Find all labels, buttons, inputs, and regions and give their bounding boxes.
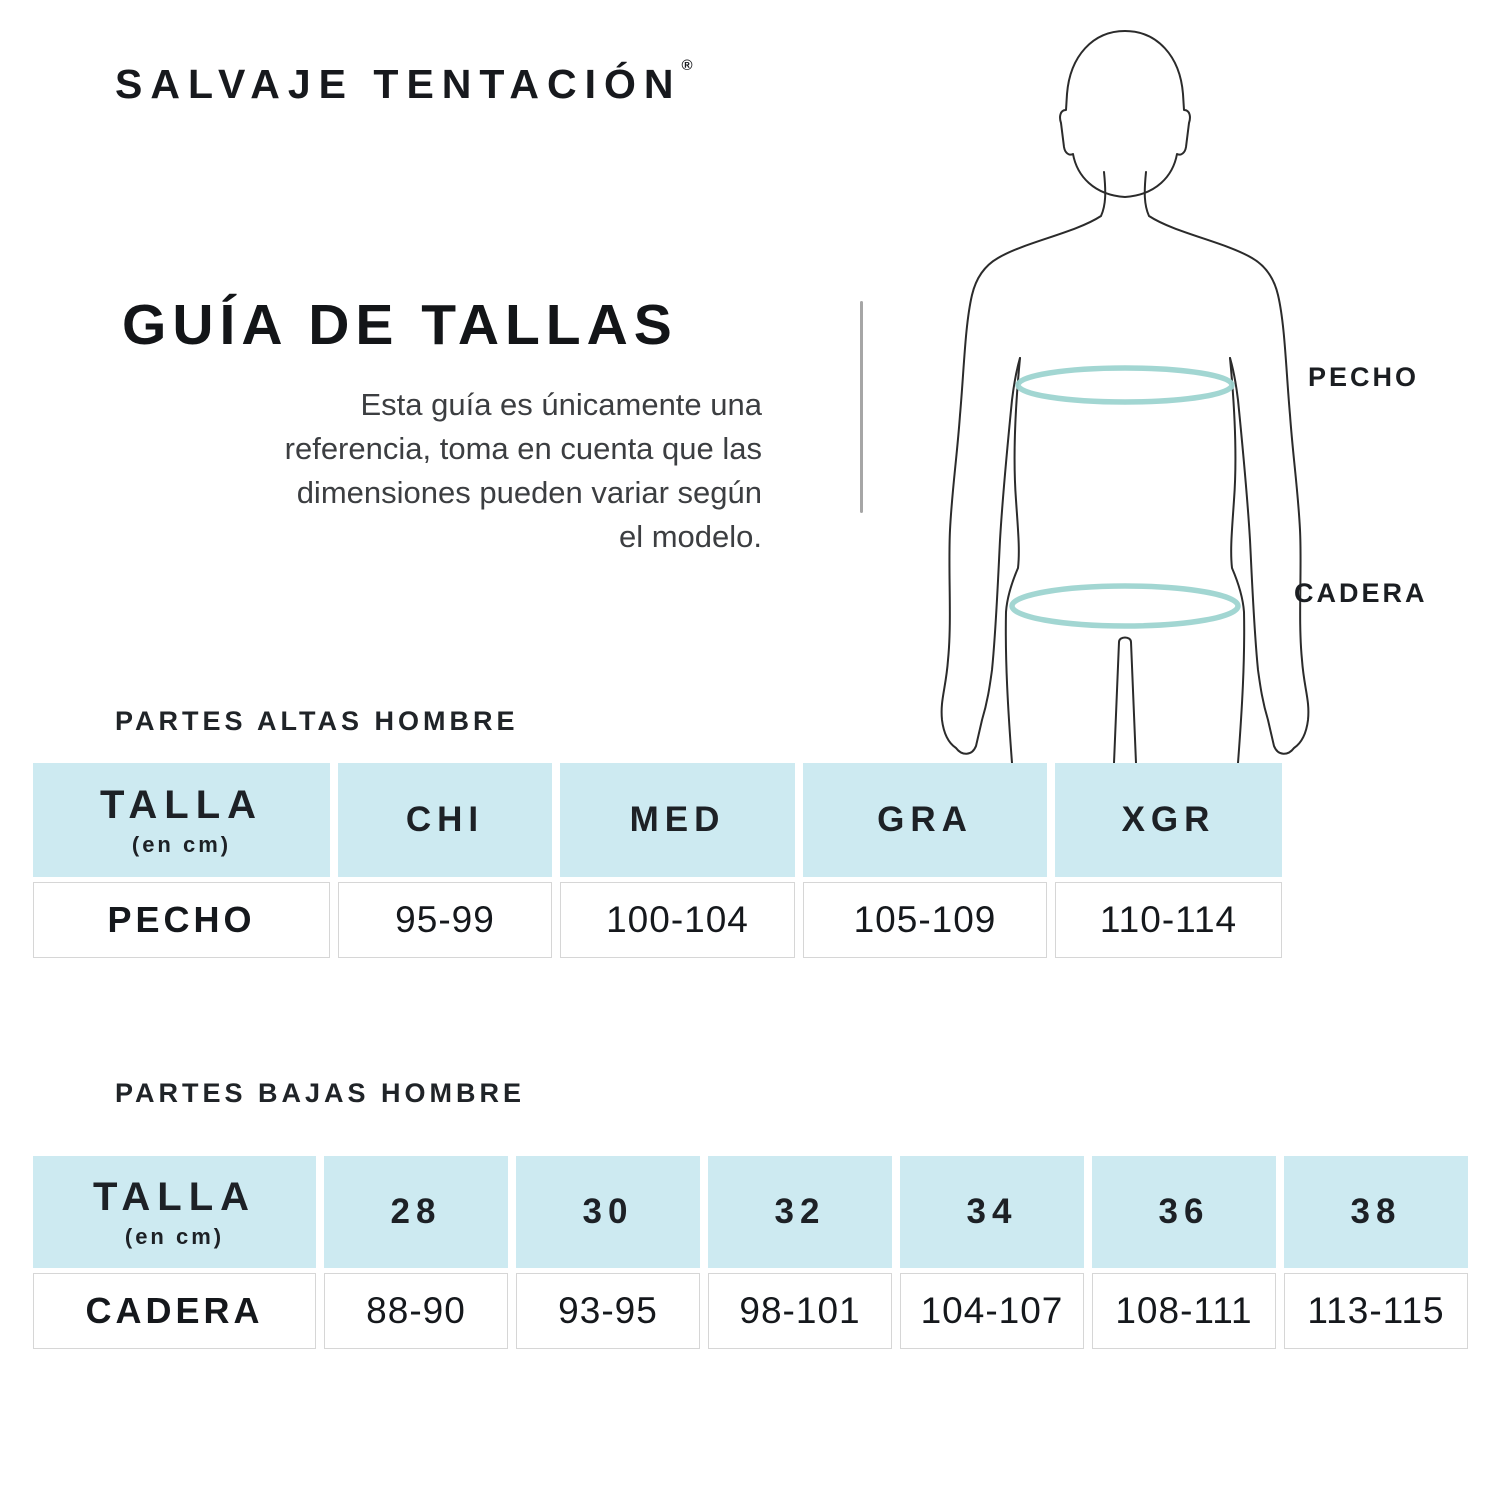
column-header: 30 [516, 1156, 700, 1268]
size-unit: (en cm) [124, 1223, 225, 1249]
section-title-partes-bajas: PARTES BAJAS HOMBRE [115, 1078, 526, 1108]
guide-description [82, 383, 762, 559]
chest-measure-ellipse [1018, 368, 1232, 402]
size-table-tops [33, 763, 1282, 958]
hip-measure-ellipse [1012, 586, 1238, 626]
chest-label: PECHO [1308, 362, 1420, 392]
size-value-cell: 98-101 [708, 1273, 892, 1349]
description-line: el modelo. [618, 519, 762, 554]
vertical-divider [860, 301, 863, 513]
brand-name-text: SALVAJE TENTACIÓN [115, 61, 682, 107]
head-outline [1060, 31, 1190, 197]
size-value-cell: 113-115 [1284, 1273, 1468, 1349]
size-value-cell: 95-99 [338, 882, 552, 958]
column-header: 28 [324, 1156, 508, 1268]
row-label-cell: CADERA [33, 1273, 316, 1349]
table-header-size [33, 763, 330, 877]
size-value-cell: 100-104 [560, 882, 795, 958]
page-title: GUÍA DE TALLAS [122, 293, 678, 357]
column-header: 32 [708, 1156, 892, 1268]
hip-label: CADERA [1294, 578, 1428, 608]
size-label: TALLA [99, 782, 264, 827]
description-line: dimensiones pueden variar según [296, 475, 762, 510]
size-table-bottoms [33, 1156, 1468, 1349]
size-value-cell: 88-90 [324, 1273, 508, 1349]
row-label-cell: PECHO [33, 882, 330, 958]
size-value-cell: 110-114 [1055, 882, 1282, 958]
size-unit: (en cm) [131, 831, 232, 857]
table-header-size [33, 1156, 316, 1268]
size-value-cell: 93-95 [516, 1273, 700, 1349]
size-value-cell: 104-107 [900, 1273, 1084, 1349]
registered-trademark-symbol: ® [681, 57, 693, 74]
size-label: TALLA [92, 1174, 257, 1219]
description-line: referencia, toma en cuenta que las [284, 431, 762, 466]
size-value-cell: 105-109 [803, 882, 1047, 958]
size-value-cell: 108-111 [1092, 1273, 1276, 1349]
column-header: MED [560, 763, 795, 877]
column-header: CHI [338, 763, 552, 877]
description-line: Esta guía es únicamente una [360, 387, 762, 422]
column-header: 34 [900, 1156, 1084, 1268]
section-title-partes-altas: PARTES ALTAS HOMBRE [115, 706, 519, 736]
brand-name [115, 57, 693, 108]
column-header: XGR [1055, 763, 1282, 877]
column-header: 38 [1284, 1156, 1468, 1268]
column-header: 36 [1092, 1156, 1276, 1268]
column-header: GRA [803, 763, 1047, 877]
